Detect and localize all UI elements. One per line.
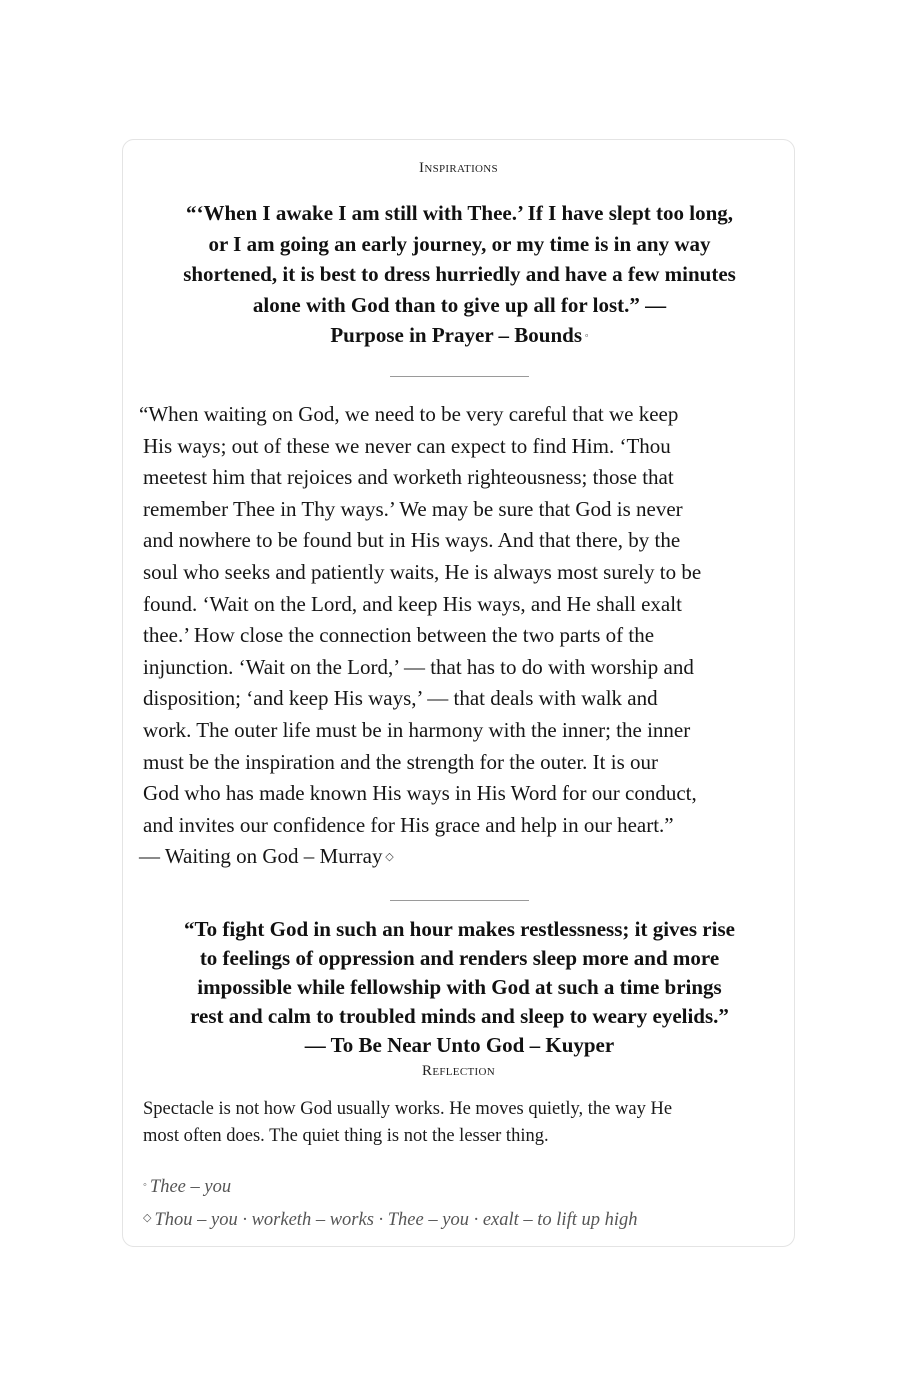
footnote-text: Thou – you · worketh – works · Thee – you · exalt – to lift up high	[154, 1210, 638, 1230]
quote-line: and nowhere to be found but in His ways. And that there, by the	[143, 528, 681, 553]
quote-line: “‘When I awake I am still with Thee.’ If I have slept too long,	[186, 201, 733, 225]
quote-line: God who has made known His ways in His Word for our conduct,	[143, 781, 697, 806]
quote-line: to feelings of oppression and renders sleep more and more	[199, 946, 720, 970]
inspirations-heading: Inspirations	[419, 160, 498, 176]
footnote-thee	[143, 1177, 783, 1198]
quote-line: alone with God than to give up all for lost.” —	[252, 292, 667, 317]
reflection-heading: Reflection	[422, 1063, 495, 1079]
reflection-line: most often does. The quiet thing is not the lesser thing.	[143, 1126, 549, 1146]
quote-line: His ways; out of these we never can expect to find Him. ‘Thou	[143, 433, 671, 458]
footnote-glossary	[143, 1210, 783, 1231]
quote-line: work. The outer life must be in harmony with the inner; the inner	[143, 717, 691, 742]
quote-line: rest and calm to troubled minds and sleep to weary eyelids.”	[190, 1004, 729, 1028]
quote-line: “When waiting on God, we need to be very careful that we keep	[139, 402, 679, 426]
quote-attribution: — To Be Near Unto God – Kuyper	[304, 1033, 615, 1057]
quote-line: thee.’ How close the connection between the two parts of the	[143, 623, 655, 648]
quote-line: injunction. ‘Wait on the Lord,’ — that has to do with worship and	[143, 654, 694, 679]
quote-line: found. ‘Wait on the Lord, and keep His ways, and He shall exalt	[143, 591, 682, 616]
quote-murray	[139, 399, 784, 874]
quote-line: and invites our confidence for His grace and help in our heart.”	[143, 812, 674, 837]
quote-line: shortened, it is best to dress hurriedly and have a few minutes	[183, 262, 736, 286]
footnote-marker-circle: ◦	[584, 330, 589, 342]
devotional-card	[122, 139, 795, 1247]
section-divider	[390, 376, 529, 377]
quote-line: disposition; ‘and keep His ways,’ — that deals with walk and	[143, 686, 658, 711]
quote-attribution: — Waiting on God – Murray	[139, 844, 383, 869]
quote-attribution-line	[139, 841, 784, 874]
quote-line: impossible while fellowship with God at such a time brings	[197, 975, 722, 999]
quote-line: soul who seeks and patiently waits, He is always most surely to be	[143, 559, 702, 584]
quote-line: or I am going an early journey, or my time is in any way	[208, 231, 711, 256]
quote-line: “To fight God in such an hour makes restlessness; it gives rise	[184, 917, 735, 941]
quote-line: remember Thee in Thy ways.’ We may be sure that God is never	[143, 496, 683, 521]
reflection-line: Spectacle is not how God usually works. He moves quietly, the way He	[143, 1099, 673, 1119]
section-divider	[390, 900, 529, 901]
footnote-marker-diamond: ◇	[385, 851, 394, 864]
quote-attribution: Purpose in Prayer – Bounds	[330, 323, 582, 347]
footnote-text: Thee – you	[149, 1177, 232, 1197]
quote-line: must be the inspiration and the strength for the outer. It is our	[143, 749, 658, 774]
quote-line: meetest him that rejoices and worketh righteousness; those that	[143, 465, 674, 490]
footnote-marker-circle: ◦	[143, 1179, 147, 1191]
reflection-text	[143, 1096, 783, 1150]
quote-bounds	[141, 198, 778, 352]
footnote-marker-diamond: ◇	[143, 1212, 152, 1224]
quote-kuyper	[141, 915, 778, 1060]
